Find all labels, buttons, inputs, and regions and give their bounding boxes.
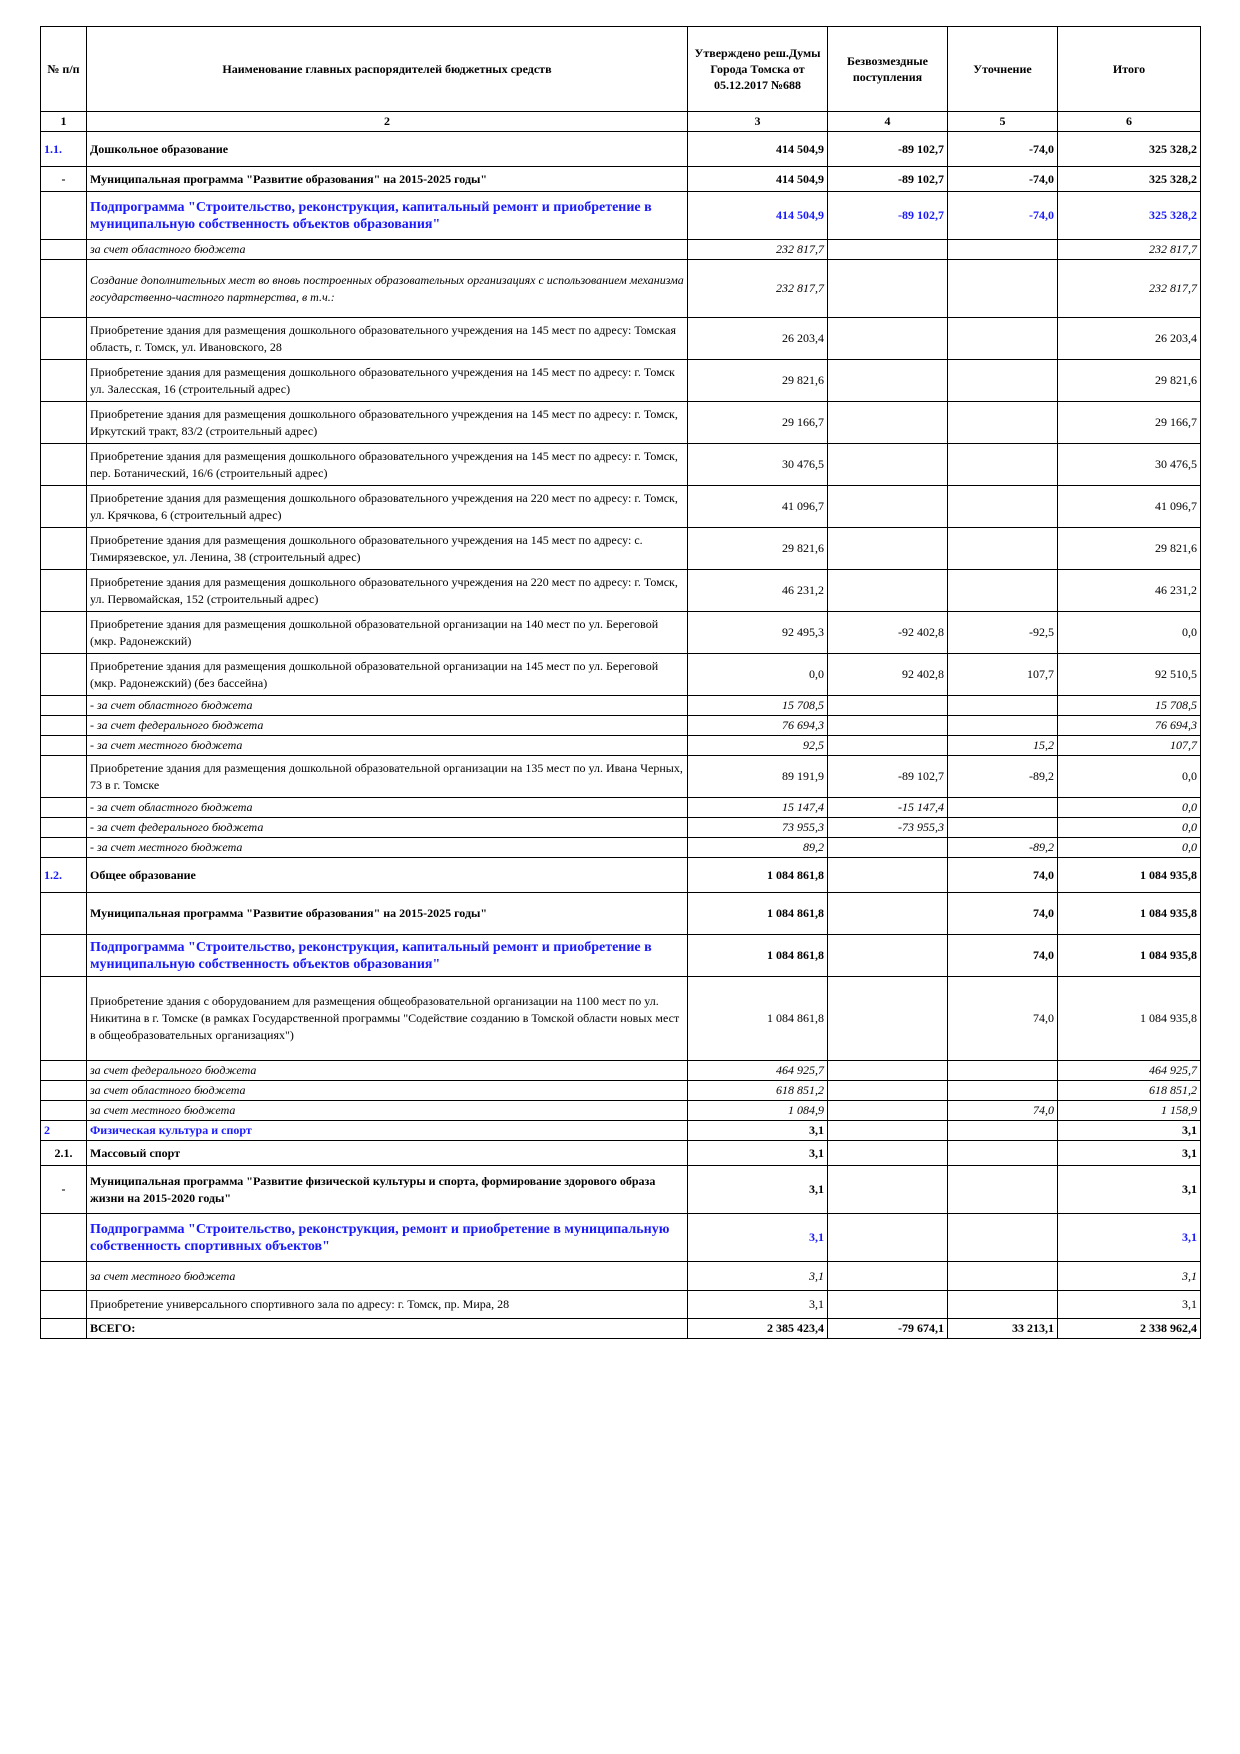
value-total: 1 158,9 <box>1058 1101 1201 1121</box>
row-name: Приобретение здания для размещения дошкольного образовательного учреждения на 145 мест по адресу: Томская область, г. Томск, ул. Ивановского, 28 <box>87 318 688 360</box>
row-name: Подпрограмма "Строительство, реконструкция, капитальный ремонт и приобретение в муниципальную собственность объектов образования" <box>87 192 688 240</box>
value-free: 92 402,8 <box>828 654 948 696</box>
row-name: Дошкольное образование <box>87 132 688 167</box>
row-name: - за счет федерального бюджета <box>87 716 688 736</box>
header-num: № п/п <box>41 27 87 112</box>
value-clarify <box>948 360 1058 402</box>
row-name: Муниципальная программа "Развитие физической культуры и спорта, формирование здорового образа жизни на 2015-2020 годы" <box>87 1166 688 1214</box>
value-free <box>828 1291 948 1319</box>
value-approved: 30 476,5 <box>688 444 828 486</box>
header-approved: Утверждено реш.Думы Города Томска от 05.12.2017 №688 <box>688 27 828 112</box>
table-row <box>41 1121 1201 1141</box>
value-clarify <box>948 528 1058 570</box>
value-free <box>828 1214 948 1262</box>
row-name: Приобретение здания для размещения дошкольного образовательного учреждения на 220 мест по адресу: г. Томск, ул. Крячкова, 6 (строительный адрес) <box>87 486 688 528</box>
value-free <box>828 696 948 716</box>
value-approved: 1 084 861,8 <box>688 977 828 1061</box>
value-approved: 3,1 <box>688 1214 828 1262</box>
value-total: 76 694,3 <box>1058 716 1201 736</box>
value-clarify: -74,0 <box>948 132 1058 167</box>
value-free <box>828 977 948 1061</box>
value-total: 1 084 935,8 <box>1058 858 1201 893</box>
table-row <box>41 260 1201 318</box>
row-name: Приобретение здания для размещения дошкольной образовательной организации на 135 мест по ул. Ивана Черных, 73 в г. Томске <box>87 756 688 798</box>
row-name: ВСЕГО: <box>87 1319 688 1339</box>
value-approved: 414 504,9 <box>688 192 828 240</box>
value-clarify: 74,0 <box>948 977 1058 1061</box>
value-approved: 26 203,4 <box>688 318 828 360</box>
value-approved: 1 084,9 <box>688 1101 828 1121</box>
value-total: 29 821,6 <box>1058 360 1201 402</box>
table-row <box>41 1101 1201 1121</box>
value-total: 0,0 <box>1058 612 1201 654</box>
table-row <box>41 736 1201 756</box>
table-row <box>41 696 1201 716</box>
budget-table <box>40 26 1201 1339</box>
value-approved: 29 821,6 <box>688 528 828 570</box>
table-row <box>41 318 1201 360</box>
row-name: Создание дополнительных мест во вновь построенных образовательных организациях с использованием механизма государственно-частного партнерства, в т.ч.: <box>87 260 688 318</box>
value-clarify: -74,0 <box>948 167 1058 192</box>
value-clarify: 15,2 <box>948 736 1058 756</box>
table-row <box>41 1166 1201 1214</box>
table-row <box>41 612 1201 654</box>
value-approved: 92,5 <box>688 736 828 756</box>
value-approved: 29 821,6 <box>688 360 828 402</box>
value-free <box>828 360 948 402</box>
row-name: за счет местного бюджета <box>87 1101 688 1121</box>
value-free <box>828 736 948 756</box>
row-number <box>41 716 87 736</box>
value-approved: 3,1 <box>688 1262 828 1291</box>
value-total: 464 925,7 <box>1058 1061 1201 1081</box>
row-name: Приобретение здания для размещения дошкольного образовательного учреждения на 145 мест по адресу: г. Томск ул. Залесская, 16 (строительный адрес) <box>87 360 688 402</box>
row-name: Приобретение здания для размещения дошкольного образовательного учреждения на 145 мест по адресу: г. Томск, пер. Ботанический, 16/6 (строительный адрес) <box>87 444 688 486</box>
value-total: 3,1 <box>1058 1121 1201 1141</box>
table-row <box>41 570 1201 612</box>
header-row <box>41 27 1201 112</box>
value-free <box>828 1262 948 1291</box>
value-approved: 89,2 <box>688 838 828 858</box>
table-row <box>41 654 1201 696</box>
value-total: 2 338 962,4 <box>1058 1319 1201 1339</box>
value-free <box>828 402 948 444</box>
table-row <box>41 1262 1201 1291</box>
total-row <box>41 1319 1201 1339</box>
value-clarify <box>948 240 1058 260</box>
table-row <box>41 1141 1201 1166</box>
row-number <box>41 318 87 360</box>
row-number <box>41 260 87 318</box>
value-total: 325 328,2 <box>1058 192 1201 240</box>
value-free <box>828 240 948 260</box>
row-name: Приобретение здания для размещения дошкольного образовательного учреждения на 145 мест по адресу: с. Тимирязевское, ул. Ленина, 38 (строительный адрес) <box>87 528 688 570</box>
row-number <box>41 444 87 486</box>
value-total: 3,1 <box>1058 1166 1201 1214</box>
value-total: 0,0 <box>1058 756 1201 798</box>
row-name: - за счет местного бюджета <box>87 838 688 858</box>
row-number: - <box>41 1166 87 1214</box>
row-name: за счет областного бюджета <box>87 240 688 260</box>
value-approved: 76 694,3 <box>688 716 828 736</box>
value-free <box>828 486 948 528</box>
value-total: 325 328,2 <box>1058 167 1201 192</box>
value-total: 1 084 935,8 <box>1058 893 1201 935</box>
value-clarify <box>948 1166 1058 1214</box>
row-number: - <box>41 167 87 192</box>
value-total: 0,0 <box>1058 838 1201 858</box>
value-free: -89 102,7 <box>828 756 948 798</box>
row-number <box>41 360 87 402</box>
value-total: 232 817,7 <box>1058 240 1201 260</box>
value-clarify: 33 213,1 <box>948 1319 1058 1339</box>
value-total: 232 817,7 <box>1058 260 1201 318</box>
value-free <box>828 893 948 935</box>
row-name: за счет федерального бюджета <box>87 1061 688 1081</box>
value-free <box>828 1081 948 1101</box>
row-number <box>41 612 87 654</box>
value-total: 0,0 <box>1058 818 1201 838</box>
value-approved: 15 708,5 <box>688 696 828 716</box>
value-free <box>828 1101 948 1121</box>
table-row <box>41 756 1201 798</box>
value-total: 325 328,2 <box>1058 132 1201 167</box>
row-number <box>41 570 87 612</box>
row-name: за счет местного бюджета <box>87 1262 688 1291</box>
value-free <box>828 935 948 977</box>
row-name: - за счет местного бюджета <box>87 736 688 756</box>
row-name: Массовый спорт <box>87 1141 688 1166</box>
value-total: 29 166,7 <box>1058 402 1201 444</box>
value-clarify <box>948 1291 1058 1319</box>
value-clarify <box>948 1081 1058 1101</box>
row-name: Приобретение универсального спортивного зала по адресу: г. Томск, пр. Мира, 28 <box>87 1291 688 1319</box>
value-clarify: -89,2 <box>948 756 1058 798</box>
value-clarify <box>948 570 1058 612</box>
value-approved: 1 084 861,8 <box>688 893 828 935</box>
colnum: 1 <box>41 112 87 132</box>
value-free <box>828 716 948 736</box>
value-clarify <box>948 1061 1058 1081</box>
column-number-row <box>41 112 1201 132</box>
value-clarify: 74,0 <box>948 893 1058 935</box>
value-free: -79 674,1 <box>828 1319 948 1339</box>
row-number <box>41 798 87 818</box>
table-row <box>41 977 1201 1061</box>
value-clarify <box>948 402 1058 444</box>
value-approved: 232 817,7 <box>688 260 828 318</box>
table-row <box>41 360 1201 402</box>
row-number <box>41 977 87 1061</box>
value-free <box>828 1166 948 1214</box>
value-free <box>828 838 948 858</box>
value-total: 618 851,2 <box>1058 1081 1201 1101</box>
value-total: 46 231,2 <box>1058 570 1201 612</box>
row-name: Общее образование <box>87 858 688 893</box>
value-approved: 0,0 <box>688 654 828 696</box>
value-total: 1 084 935,8 <box>1058 935 1201 977</box>
value-free <box>828 570 948 612</box>
table-row <box>41 893 1201 935</box>
colnum: 6 <box>1058 112 1201 132</box>
value-approved: 41 096,7 <box>688 486 828 528</box>
value-free <box>828 1121 948 1141</box>
row-name: Приобретение здания для размещения дошкольного образовательного учреждения на 145 мест по адресу: г. Томск, Иркутский тракт, 83/2 (строительный адрес) <box>87 402 688 444</box>
table-row <box>41 167 1201 192</box>
row-number <box>41 1262 87 1291</box>
value-free <box>828 1061 948 1081</box>
value-clarify <box>948 1262 1058 1291</box>
value-free: -92 402,8 <box>828 612 948 654</box>
value-free <box>828 528 948 570</box>
table-row <box>41 486 1201 528</box>
table-row <box>41 716 1201 736</box>
value-free: -89 102,7 <box>828 167 948 192</box>
row-name: Муниципальная программа "Развитие образования" на 2015-2025 годы" <box>87 167 688 192</box>
value-total: 3,1 <box>1058 1141 1201 1166</box>
value-approved: 2 385 423,4 <box>688 1319 828 1339</box>
value-clarify: 74,0 <box>948 1101 1058 1121</box>
row-number <box>41 1061 87 1081</box>
table-row <box>41 1214 1201 1262</box>
value-approved: 3,1 <box>688 1291 828 1319</box>
row-number <box>41 654 87 696</box>
value-approved: 414 504,9 <box>688 132 828 167</box>
header-total: Итого <box>1058 27 1201 112</box>
table-row <box>41 1291 1201 1319</box>
row-name: Физическая культура и спорт <box>87 1121 688 1141</box>
value-approved: 92 495,3 <box>688 612 828 654</box>
value-clarify <box>948 1214 1058 1262</box>
value-total: 3,1 <box>1058 1262 1201 1291</box>
header-free: Безвозмездные поступления <box>828 27 948 112</box>
value-total: 15 708,5 <box>1058 696 1201 716</box>
value-total: 1 084 935,8 <box>1058 977 1201 1061</box>
table-row <box>41 132 1201 167</box>
value-free <box>828 1141 948 1166</box>
table-row <box>41 528 1201 570</box>
value-approved: 464 925,7 <box>688 1061 828 1081</box>
value-free: -73 955,3 <box>828 818 948 838</box>
table-row <box>41 1061 1201 1081</box>
table-row <box>41 240 1201 260</box>
value-free <box>828 444 948 486</box>
value-clarify <box>948 318 1058 360</box>
value-approved: 29 166,7 <box>688 402 828 444</box>
value-total: 26 203,4 <box>1058 318 1201 360</box>
row-number <box>41 528 87 570</box>
value-approved: 3,1 <box>688 1121 828 1141</box>
row-number <box>41 838 87 858</box>
row-name: - за счет областного бюджета <box>87 696 688 716</box>
value-clarify <box>948 716 1058 736</box>
row-number <box>41 240 87 260</box>
value-free <box>828 318 948 360</box>
row-name: Подпрограмма "Строительство, реконструкция, ремонт и приобретение в муниципальную собственность спортивных объектов" <box>87 1214 688 1262</box>
table-row <box>41 444 1201 486</box>
value-total: 0,0 <box>1058 798 1201 818</box>
value-approved: 618 851,2 <box>688 1081 828 1101</box>
value-free <box>828 260 948 318</box>
value-clarify: -74,0 <box>948 192 1058 240</box>
table-row <box>41 1081 1201 1101</box>
value-clarify <box>948 1141 1058 1166</box>
colnum: 2 <box>87 112 688 132</box>
row-number <box>41 1291 87 1319</box>
table-row <box>41 192 1201 240</box>
row-number <box>41 1081 87 1101</box>
row-number: 1.2. <box>41 858 87 893</box>
colnum: 3 <box>688 112 828 132</box>
value-clarify: 74,0 <box>948 935 1058 977</box>
table-row <box>41 402 1201 444</box>
value-approved: 414 504,9 <box>688 167 828 192</box>
value-total: 3,1 <box>1058 1214 1201 1262</box>
value-total: 29 821,6 <box>1058 528 1201 570</box>
value-free: -15 147,4 <box>828 798 948 818</box>
row-name: за счет областного бюджета <box>87 1081 688 1101</box>
value-approved: 46 231,2 <box>688 570 828 612</box>
row-number <box>41 935 87 977</box>
table-row <box>41 838 1201 858</box>
value-approved: 3,1 <box>688 1141 828 1166</box>
value-clarify: -89,2 <box>948 838 1058 858</box>
row-number <box>41 1101 87 1121</box>
row-name: Приобретение здания для размещения дошкольной образовательной организации на 140 мест по ул. Береговой (мкр. Радонежский) <box>87 612 688 654</box>
row-number <box>41 192 87 240</box>
value-total: 3,1 <box>1058 1291 1201 1319</box>
value-approved: 73 955,3 <box>688 818 828 838</box>
row-number <box>41 486 87 528</box>
table-row <box>41 798 1201 818</box>
value-free: -89 102,7 <box>828 132 948 167</box>
row-name: Муниципальная программа "Развитие образования" на 2015-2025 годы" <box>87 893 688 935</box>
table-row <box>41 935 1201 977</box>
row-number: 2 <box>41 1121 87 1141</box>
value-clarify: 107,7 <box>948 654 1058 696</box>
table-row <box>41 858 1201 893</box>
row-name: Подпрограмма "Строительство, реконструкция, капитальный ремонт и приобретение в муниципальную собственность объектов образования" <box>87 935 688 977</box>
value-total: 107,7 <box>1058 736 1201 756</box>
header-name: Наименование главных распорядителей бюджетных средств <box>87 27 688 112</box>
row-name: - за счет областного бюджета <box>87 798 688 818</box>
value-approved: 3,1 <box>688 1166 828 1214</box>
value-total: 30 476,5 <box>1058 444 1201 486</box>
value-clarify: -92,5 <box>948 612 1058 654</box>
value-clarify <box>948 798 1058 818</box>
row-number: 2.1. <box>41 1141 87 1166</box>
value-clarify <box>948 260 1058 318</box>
row-name: Приобретение здания для размещения дошкольного образовательного учреждения на 220 мест по адресу: г. Томск, ул. Первомайская, 152 (строительный адрес) <box>87 570 688 612</box>
value-total: 92 510,5 <box>1058 654 1201 696</box>
row-number: 1.1. <box>41 132 87 167</box>
value-clarify <box>948 486 1058 528</box>
row-name: - за счет федерального бюджета <box>87 818 688 838</box>
value-clarify: 74,0 <box>948 858 1058 893</box>
value-clarify <box>948 444 1058 486</box>
row-number <box>41 893 87 935</box>
colnum: 4 <box>828 112 948 132</box>
value-free: -89 102,7 <box>828 192 948 240</box>
row-number <box>41 736 87 756</box>
value-clarify <box>948 1121 1058 1141</box>
row-number <box>41 1214 87 1262</box>
row-name: Приобретение здания для размещения дошкольной образовательной организации на 145 мест по ул. Береговой (мкр. Радонежский) (без бассейна) <box>87 654 688 696</box>
value-approved: 89 191,9 <box>688 756 828 798</box>
value-clarify <box>948 818 1058 838</box>
value-approved: 232 817,7 <box>688 240 828 260</box>
row-number <box>41 1319 87 1339</box>
table-row <box>41 818 1201 838</box>
row-number <box>41 696 87 716</box>
row-name: Приобретение здания с оборудованием для размещения общеобразовательной организации на 1100 мест по ул. Никитина в г. Томске (в рамках Государственной программы "Содействие созданию в Томской области новых мест в общеобразовательных организациях") <box>87 977 688 1061</box>
value-total: 41 096,7 <box>1058 486 1201 528</box>
value-approved: 15 147,4 <box>688 798 828 818</box>
row-number <box>41 402 87 444</box>
row-number <box>41 756 87 798</box>
row-number <box>41 818 87 838</box>
value-free <box>828 858 948 893</box>
colnum: 5 <box>948 112 1058 132</box>
value-clarify <box>948 696 1058 716</box>
header-clarify: Уточнение <box>948 27 1058 112</box>
value-approved: 1 084 861,8 <box>688 858 828 893</box>
value-approved: 1 084 861,8 <box>688 935 828 977</box>
